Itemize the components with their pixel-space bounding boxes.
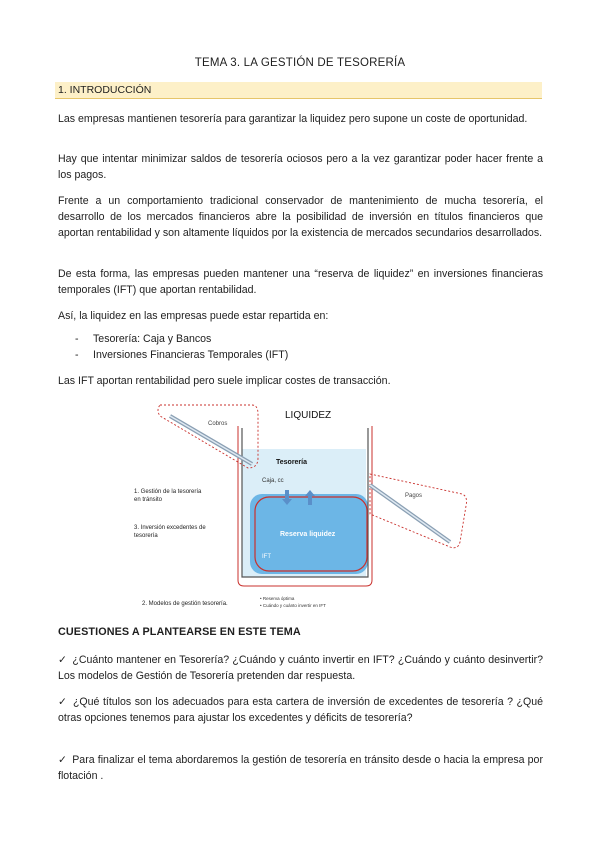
check-icon: ✓	[58, 654, 68, 666]
label-transito-1: 1. Gestión de la tesorería	[134, 489, 202, 495]
question-item: ✓ ¿Cuánto mantener en Tesorería? ¿Cuándo y cuánto invertir en IFT? ¿Cuándo y cuánto desinvertir? Los modelos de Gestión de Tesorería pretenden dar respuesta.	[58, 654, 543, 682]
label-transito-2: en tránsito	[134, 497, 163, 503]
paragraph: Las empresas mantienen tesorería para garantizar la liquidez pero supone un coste de oportunidad.	[58, 113, 528, 125]
cobros-label: Cobros	[208, 421, 228, 427]
pagos-outline	[370, 474, 467, 548]
question-item: ✓ ¿Qué títulos son los adecuados para esta cartera de inversión de excedentes de tesorería ? ¿Qué otras opciones tenemos para ajustar los excedentes y déficits de tesorería?	[58, 696, 543, 724]
paragraph: De esta forma, las empresas pueden mantener una “reserva de liquidez” en inversiones financieras temporales (IFT) que aportan rentabilidad.	[58, 268, 543, 296]
check-icon: ✓	[58, 754, 68, 766]
paragraph: Así, la liquidez en las empresas puede estar repartida en:	[58, 310, 329, 322]
paragraph: Frente a un comportamiento tradicional conservador de mantenimiento de mucha tesorería, el desarrollo de los mercados financieros abre la posibilidad de inversión en títulos financieros que aportan rentabilidad y son altamente líquidos por la existencia de mercados secundarios desarrollados.	[58, 195, 543, 239]
list-item: - Tesorería: Caja y Bancos	[75, 331, 288, 347]
pagos-label: Pagos	[405, 493, 423, 499]
paragraph: Las IFT aportan rentabilidad pero suele implicar costes de transacción.	[58, 375, 391, 387]
tesoreria-label: Tesorería	[276, 459, 307, 466]
bullet-reserva: • Reserva óptima	[260, 596, 295, 601]
bullet-cuando: • Cuándo y cuánto invertir en IFT	[260, 603, 326, 608]
ift-label: IFT	[262, 554, 271, 560]
liquidity-diagram	[120, 402, 490, 617]
liquidity-list	[75, 331, 288, 363]
paragraph: Hay que intentar minimizar saldos de tesorería ociosos pero a la vez garantizar poder hacer frente a los pagos.	[58, 153, 543, 181]
question-item: ✓ Para finalizar el tema abordaremos la gestión de tesorería en tránsito desde o hacia la empresa por flotación .	[58, 754, 543, 782]
check-icon: ✓	[58, 696, 68, 708]
label-modelos: 2. Modelos de gestión tesorería.	[142, 601, 228, 607]
reserva-label: Reserva liquidez	[280, 531, 336, 538]
label-excedentes-1: 3. Inversión excedentes de	[134, 525, 206, 531]
section-heading: 1. INTRODUCCIÓN	[55, 82, 542, 99]
questions-heading: CUESTIONES A PLANTEARSE EN ESTE TEMA	[58, 626, 301, 638]
page-title: TEMA 3. LA GESTIÓN DE TESORERÍA	[194, 57, 406, 69]
list-item: - Inversiones Financieras Temporales (IFT)	[75, 347, 288, 363]
caja-label: Caja, cc	[262, 478, 284, 484]
diagram-title: LIQUIDEZ	[285, 410, 332, 421]
label-excedentes-2: tesorería	[134, 533, 158, 539]
